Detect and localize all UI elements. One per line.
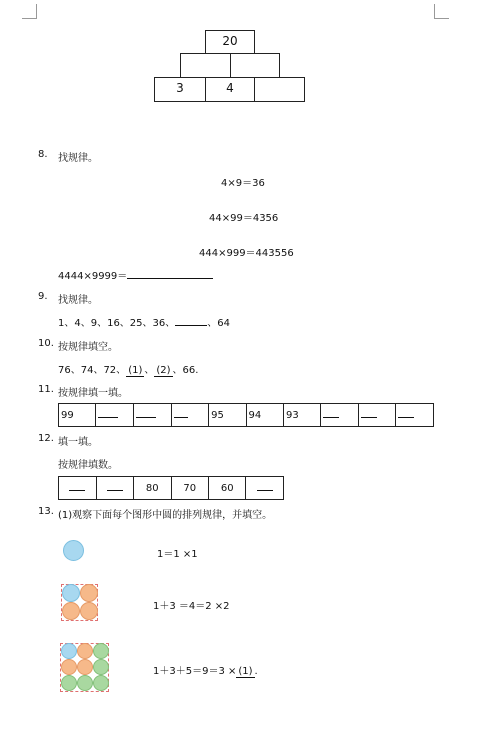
- pyramid-bottom-cell: 3: [154, 77, 206, 102]
- sequence-line: [58, 314, 230, 329]
- pyramid-bottom-cell: 4: [205, 77, 255, 102]
- circle-orange: [61, 659, 77, 675]
- circle-blue: [63, 540, 84, 561]
- question-title: (1)观察下面每个图形中圆的排列规律，并填空。: [58, 510, 273, 521]
- table-cell: 94: [246, 404, 283, 427]
- blank-label: (1): [128, 365, 143, 376]
- sequence-text: 、66.: [172, 365, 199, 376]
- table-cell-blank[interactable]: [171, 404, 208, 427]
- equation-line: [153, 662, 258, 677]
- question-title: 按规律填一填。: [58, 388, 128, 399]
- circle-orange: [80, 584, 98, 602]
- table-cell-blank[interactable]: [358, 404, 396, 427]
- circle-blue: [61, 643, 77, 659]
- corner-mark-right: [434, 4, 449, 19]
- question-number: 11.: [38, 384, 54, 395]
- circle-green: [93, 675, 109, 691]
- question-number: 13.: [38, 506, 54, 517]
- table-cell: 93: [283, 404, 320, 427]
- answer-blank[interactable]: [127, 268, 213, 279]
- blank-underline: [174, 409, 188, 418]
- equation-answer-line: [58, 267, 213, 282]
- answer-blank-2[interactable]: [154, 365, 172, 377]
- equation-text: 4444×9999＝: [58, 271, 128, 282]
- equation-line: 44×99＝4356: [209, 213, 279, 224]
- table-cell-blank[interactable]: [96, 404, 134, 427]
- table-cell: 60: [208, 477, 245, 500]
- question-title: 按规律填空。: [58, 342, 118, 353]
- blank-underline: [361, 409, 377, 418]
- question-number: 9.: [38, 291, 48, 302]
- answer-blank[interactable]: [236, 666, 254, 678]
- pyramid-middle-cell: [230, 53, 280, 78]
- sequence-text: 76、74、72、: [58, 365, 127, 376]
- table-cell-blank[interactable]: [134, 404, 172, 427]
- number-table: [58, 476, 284, 500]
- question-number: 8.: [38, 149, 48, 160]
- equation-line: 1＝1 ×1: [157, 549, 198, 560]
- circle-green: [93, 659, 109, 675]
- circle-green: [61, 675, 77, 691]
- table-cell-blank[interactable]: [321, 404, 359, 427]
- question-title: 找规律。: [58, 153, 98, 164]
- blank-underline: [136, 409, 156, 418]
- blank-underline: [398, 409, 414, 418]
- equation-line: 444×999＝443556: [199, 248, 294, 259]
- blank-underline: [98, 409, 118, 418]
- circle-blue: [62, 584, 80, 602]
- circle-orange: [62, 602, 80, 620]
- equation-text: .: [254, 666, 258, 677]
- circle-green: [93, 643, 109, 659]
- blank-underline: [69, 482, 85, 491]
- question-number: 12.: [38, 433, 54, 444]
- equation-line: 1＋3 ＝4＝2 ×2: [153, 601, 230, 612]
- question-number: 10.: [38, 338, 54, 349]
- pyramid-top-cell: 20: [205, 30, 255, 54]
- circle-orange: [77, 659, 93, 675]
- blank-underline: [257, 482, 273, 491]
- table-cell: 99: [59, 404, 96, 427]
- table-cell: 95: [209, 404, 246, 427]
- table-cell-blank[interactable]: [246, 477, 284, 500]
- separator: 、: [144, 365, 155, 376]
- table-cell-blank[interactable]: [396, 404, 434, 427]
- pyramid-middle-cell: [180, 53, 231, 78]
- question-title: 找规律。: [58, 295, 98, 306]
- sequence-table: [58, 403, 434, 427]
- corner-mark-left: [22, 4, 37, 19]
- blank-underline: [323, 409, 339, 418]
- circle-orange: [77, 643, 93, 659]
- circle-orange: [80, 602, 98, 620]
- answer-blank-1[interactable]: [126, 365, 144, 377]
- circle-green: [77, 675, 93, 691]
- question-title: 填一填。: [58, 437, 98, 448]
- equation-line: 4×9＝36: [221, 178, 265, 189]
- blank-underline: [107, 482, 123, 491]
- table-cell: 70: [171, 477, 208, 500]
- sequence-line: [58, 361, 198, 376]
- blank-label: (2): [156, 365, 171, 376]
- table-cell-blank[interactable]: [96, 477, 134, 500]
- table-cell: 80: [134, 477, 171, 500]
- equation-text: 1＋3＋5＝9＝3 ×: [153, 666, 237, 677]
- answer-blank[interactable]: [175, 315, 207, 326]
- blank-label: (1): [238, 666, 253, 677]
- question-subtitle: 按规律填数。: [58, 460, 118, 471]
- table-cell-blank[interactable]: [59, 477, 97, 500]
- sequence-text: 1、4、9、16、25、36、: [58, 318, 176, 329]
- sequence-text: 、64: [207, 318, 230, 329]
- pyramid-bottom-cell: [254, 77, 305, 102]
